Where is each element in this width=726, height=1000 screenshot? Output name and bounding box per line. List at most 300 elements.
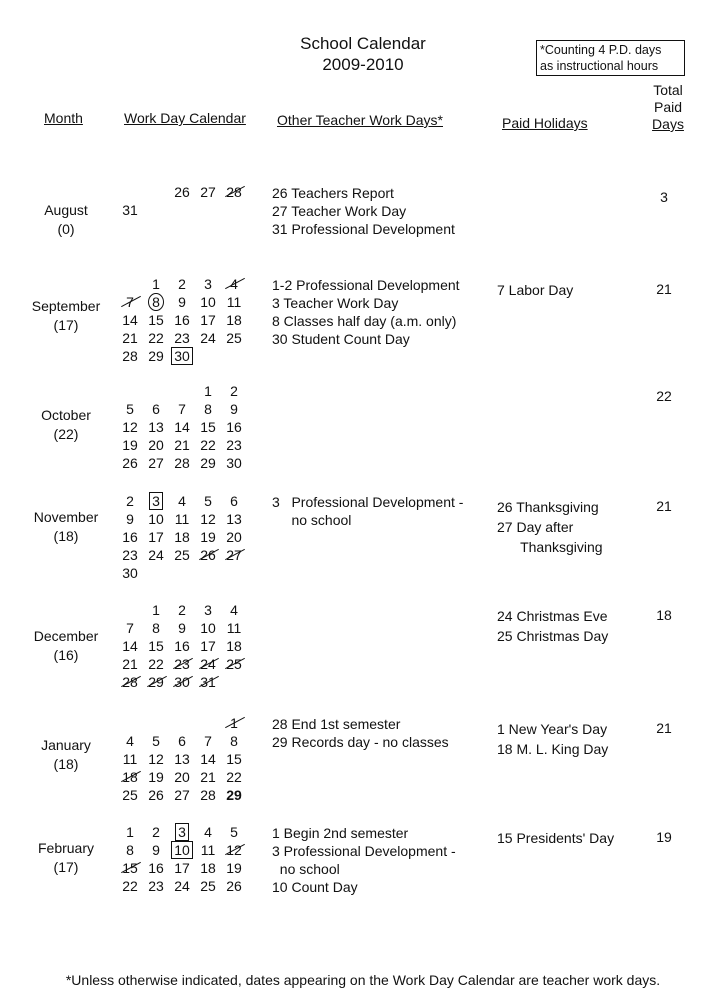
- total-paid-days: 21: [656, 720, 672, 736]
- calendar-day-number: 31: [122, 202, 138, 218]
- calendar-day-number: 27: [174, 787, 190, 803]
- calendar-day-number: 6: [230, 493, 238, 509]
- calendar-week: [118, 347, 258, 365]
- calendar-empty-cell: [144, 714, 168, 732]
- calendar-day: [222, 714, 246, 732]
- calendar-day: [118, 418, 142, 436]
- calendar-day-number: 16: [226, 419, 242, 435]
- calendar-week: [118, 768, 258, 786]
- calendar-day: [118, 293, 142, 311]
- calendar-week: [118, 655, 258, 673]
- calendar-week: [118, 546, 258, 564]
- calendar-day: [144, 859, 168, 877]
- calendar-day: [118, 750, 142, 768]
- calendar-day: [222, 492, 246, 510]
- calendar-day-number: 26: [148, 787, 164, 803]
- calendar-day: [118, 201, 142, 219]
- calendar-day: [118, 329, 142, 347]
- calendar-day-number: 17: [148, 529, 164, 545]
- calendar-day: [196, 877, 220, 895]
- calendar-day-number: 16: [174, 638, 190, 654]
- work-day-calendar-grid: [118, 823, 258, 895]
- month-label: [16, 201, 116, 239]
- calendar-day-number: 8: [204, 401, 212, 417]
- calendar-day-number: 5: [204, 493, 212, 509]
- calendar-day-number: 17: [200, 312, 216, 328]
- calendar-empty-cell: [144, 201, 168, 219]
- calendar-day: [170, 823, 194, 841]
- calendar-day: [170, 619, 194, 637]
- calendar-day-number: 2: [230, 383, 238, 399]
- month-label: [16, 839, 116, 877]
- calendar-day: [170, 418, 194, 436]
- calendar-day-number: 30: [122, 565, 138, 581]
- calendar-day: [170, 311, 194, 329]
- month-workday-count: (17): [53, 859, 79, 875]
- calendar-day-number: 13: [174, 751, 190, 767]
- calendar-day-number: 27: [226, 547, 242, 563]
- holiday-entry: 18 M. L. King Day: [497, 741, 609, 757]
- calendar-day-number: 2: [178, 276, 186, 292]
- calendar-day-number: 7: [178, 401, 186, 417]
- holiday-entry: 15 Presidents' Day: [497, 830, 615, 846]
- calendar-day-number: 10: [200, 620, 216, 636]
- calendar-day: [196, 601, 220, 619]
- calendar-week: [118, 454, 258, 472]
- calendar-day-number: 1: [204, 383, 212, 399]
- calendar-day: [222, 275, 246, 293]
- total-paid-days: 3: [660, 189, 668, 205]
- calendar-day: [144, 546, 168, 564]
- calendar-day: [144, 528, 168, 546]
- calendar-day: [196, 454, 220, 472]
- calendar-day-number: 14: [122, 312, 138, 328]
- calendar-day-number: 29: [148, 674, 164, 690]
- calendar-day-number: 22: [148, 330, 164, 346]
- calendar-week: [118, 492, 258, 510]
- calendar-day: [222, 418, 246, 436]
- calendar-day-number: 13: [226, 511, 242, 527]
- calendar-day-number: 20: [226, 529, 242, 545]
- calendar-day: [144, 329, 168, 347]
- calendar-day: [118, 768, 142, 786]
- footnote: *Unless otherwise indicated, dates appearing on the Work Day Calendar are teacher work days.: [65, 972, 661, 988]
- calendar-day: [170, 400, 194, 418]
- calendar-day-number: 30: [174, 674, 190, 690]
- calendar-day: [144, 510, 168, 528]
- calendar-week: [118, 382, 258, 400]
- calendar-day: [144, 619, 168, 637]
- calendar-day-number: 8: [152, 620, 160, 636]
- calendar-day: [196, 528, 220, 546]
- calendar-day: [196, 655, 220, 673]
- work-day-entry: 3 Professional Development -: [272, 494, 464, 510]
- calendar-day-number: 7: [126, 620, 134, 636]
- calendar-day: [222, 382, 246, 400]
- month-name: November: [33, 509, 99, 525]
- calendar-day-number: 1: [230, 715, 238, 731]
- calendar-day-number: 20: [174, 769, 190, 785]
- calendar-day: [196, 510, 220, 528]
- calendar-day: [222, 841, 246, 859]
- calendar-day: [170, 601, 194, 619]
- calendar-day-number: 18: [174, 529, 190, 545]
- calendar-day: [144, 841, 168, 859]
- calendar-day-number: 21: [200, 769, 216, 785]
- month-label: [16, 508, 116, 546]
- month-workday-count: (16): [53, 647, 79, 663]
- calendar-day: [222, 183, 246, 201]
- calendar-day: [144, 768, 168, 786]
- calendar-day: [222, 400, 246, 418]
- holiday-entry: 26 Thanksgiving: [497, 499, 599, 515]
- other-teacher-work-days: [272, 824, 456, 896]
- calendar-day: [222, 619, 246, 637]
- month-label: [16, 736, 116, 774]
- calendar-day-number: 19: [148, 769, 164, 785]
- calendar-day-number: 10: [148, 511, 164, 527]
- calendar-empty-cell: [118, 714, 142, 732]
- calendar-day: [144, 400, 168, 418]
- calendar-day-number: 18: [226, 312, 242, 328]
- calendar-day: [170, 329, 194, 347]
- calendar-day-number: 19: [200, 529, 216, 545]
- calendar-day: [170, 275, 194, 293]
- calendar-empty-cell: [144, 382, 168, 400]
- header-total-line-3: Days: [652, 116, 684, 132]
- calendar-empty-cell: [222, 347, 246, 365]
- instructional-hours-note: [536, 40, 685, 76]
- month-name: October: [41, 407, 91, 423]
- calendar-day-number: 25: [200, 878, 216, 894]
- calendar-day: [196, 859, 220, 877]
- calendar-day-number: 25: [122, 787, 138, 803]
- calendar-day: [118, 637, 142, 655]
- calendar-day: [222, 436, 246, 454]
- calendar-week: [118, 601, 258, 619]
- calendar-day: [144, 492, 168, 510]
- calendar-day: [170, 454, 194, 472]
- calendar-day: [222, 293, 246, 311]
- calendar-day-number: 3: [149, 492, 163, 510]
- paid-holidays: [497, 719, 608, 759]
- calendar-day-number: 15: [148, 638, 164, 654]
- total-paid-days: 19: [656, 829, 672, 845]
- calendar-day-number: 4: [178, 493, 186, 509]
- calendar-day: [196, 400, 220, 418]
- calendar-empty-cell: [222, 564, 246, 582]
- paid-holidays: [497, 828, 614, 848]
- calendar-empty-cell: [118, 601, 142, 619]
- calendar-day-number: 12: [200, 511, 216, 527]
- calendar-day-number: 1: [126, 824, 134, 840]
- calendar-week: [118, 293, 258, 311]
- calendar-day: [144, 786, 168, 804]
- calendar-day: [144, 601, 168, 619]
- calendar-day-number: 25: [174, 547, 190, 563]
- calendar-day-number: 12: [148, 751, 164, 767]
- calendar-day-number: 23: [148, 878, 164, 894]
- calendar-day: [196, 673, 220, 691]
- header-paid-holidays: Paid Holidays: [502, 115, 588, 131]
- calendar-day: [118, 400, 142, 418]
- paid-holidays: [497, 280, 573, 300]
- calendar-week: [118, 619, 258, 637]
- calendar-day-number: 28: [226, 184, 242, 200]
- month-name: December: [33, 628, 99, 644]
- work-day-entry: 26 Teachers Report: [272, 185, 394, 201]
- calendar-day-number: 13: [148, 419, 164, 435]
- calendar-day-number: 16: [122, 529, 138, 545]
- calendar-empty-cell: [170, 382, 194, 400]
- paid-holidays: [497, 497, 603, 557]
- calendar-day-number: 14: [174, 419, 190, 435]
- calendar-day: [222, 510, 246, 528]
- calendar-day: [222, 786, 246, 804]
- calendar-week: [118, 732, 258, 750]
- calendar-day-number: 25: [226, 656, 242, 672]
- calendar-day: [118, 347, 142, 365]
- calendar-day-number: 11: [200, 842, 216, 858]
- calendar-day: [118, 510, 142, 528]
- calendar-day-number: 3: [204, 602, 212, 618]
- calendar-day: [118, 732, 142, 750]
- work-day-entry: 3 Professional Development -: [272, 843, 456, 859]
- calendar-day: [196, 293, 220, 311]
- calendar-day-number: 14: [200, 751, 216, 767]
- work-day-calendar-grid: [118, 492, 258, 582]
- calendar-day-number: 2: [126, 493, 134, 509]
- calendar-day: [222, 454, 246, 472]
- calendar-day-number: 4: [126, 733, 134, 749]
- calendar-day-number: 18: [226, 638, 242, 654]
- calendar-day-number: 9: [230, 401, 238, 417]
- calendar-day-number: 4: [230, 602, 238, 618]
- calendar-day-number: 28: [200, 787, 216, 803]
- calendar-day: [170, 877, 194, 895]
- calendar-day: [144, 655, 168, 673]
- calendar-day-number: 14: [122, 638, 138, 654]
- calendar-week: [118, 400, 258, 418]
- calendar-day: [118, 564, 142, 582]
- calendar-day: [144, 293, 168, 311]
- calendar-day: [170, 293, 194, 311]
- calendar-day: [118, 673, 142, 691]
- calendar-day-number: 29: [226, 787, 242, 803]
- title-line-1: School Calendar: [300, 34, 426, 53]
- calendar-day-number: 6: [178, 733, 186, 749]
- calendar-day: [170, 347, 194, 365]
- header-month: Month: [44, 110, 83, 126]
- calendar-week: [118, 673, 258, 691]
- work-day-entry: 8 Classes half day (a.m. only): [272, 313, 457, 329]
- calendar-day-number: 17: [174, 860, 190, 876]
- note-line-2: as instructional hours: [540, 59, 659, 73]
- calendar-day-number: 7: [204, 733, 212, 749]
- title-line-2: 2009-2010: [322, 55, 404, 74]
- total-paid-days: 21: [656, 281, 672, 297]
- calendar-day: [144, 732, 168, 750]
- calendar-week: [118, 329, 258, 347]
- calendar-day-number: 24: [200, 330, 216, 346]
- work-day-entry: 1 Begin 2nd semester: [272, 825, 409, 841]
- calendar-day-number: 15: [148, 312, 164, 328]
- calendar-day: [118, 454, 142, 472]
- calendar-day-number: 1: [152, 276, 160, 292]
- calendar-day: [222, 329, 246, 347]
- calendar-week: [118, 510, 258, 528]
- calendar-week: [118, 201, 258, 219]
- calendar-week: [118, 275, 258, 293]
- calendar-day-number: 5: [126, 401, 134, 417]
- calendar-day-number: 3: [204, 276, 212, 292]
- calendar-week: [118, 859, 258, 877]
- calendar-day-number: 26: [226, 878, 242, 894]
- calendar-day-number: 5: [230, 824, 238, 840]
- calendar-day-number: 12: [122, 419, 138, 435]
- calendar-day-number: 21: [174, 437, 190, 453]
- calendar-week: [118, 714, 258, 732]
- calendar-day: [118, 841, 142, 859]
- calendar-day: [222, 311, 246, 329]
- calendar-day: [196, 436, 220, 454]
- work-day-entry: 10 Count Day: [272, 879, 358, 895]
- work-day-calendar-grid: [118, 714, 258, 804]
- calendar-week: [118, 564, 258, 582]
- holiday-entry: 1 New Year's Day: [497, 721, 608, 737]
- calendar-day: [222, 877, 246, 895]
- work-day-entry: 1-2 Professional Development: [272, 277, 460, 293]
- calendar-day: [222, 601, 246, 619]
- calendar-day: [144, 311, 168, 329]
- calendar-day: [118, 877, 142, 895]
- calendar-day: [222, 546, 246, 564]
- work-day-entry: no school: [272, 512, 352, 528]
- calendar-day: [170, 546, 194, 564]
- calendar-week: [118, 528, 258, 546]
- header-work-day-calendar: Work Day Calendar: [124, 110, 246, 126]
- calendar-empty-cell: [222, 673, 246, 691]
- work-day-entry: no school: [272, 861, 340, 877]
- header-total-line-1: Total: [653, 82, 683, 98]
- calendar-day-number: 23: [226, 437, 242, 453]
- calendar-day-number: 21: [122, 330, 138, 346]
- calendar-day-number: 6: [152, 401, 160, 417]
- calendar-day-number: 9: [152, 842, 160, 858]
- calendar-day: [170, 183, 194, 201]
- month-workday-count: (18): [53, 756, 79, 772]
- calendar-day: [170, 673, 194, 691]
- calendar-day-number: 30: [226, 455, 242, 471]
- calendar-empty-cell: [144, 183, 168, 201]
- calendar-day-number: 30: [171, 347, 193, 365]
- month-workday-count: (18): [53, 528, 79, 544]
- calendar-day-number: 16: [148, 860, 164, 876]
- calendar-day: [144, 637, 168, 655]
- calendar-day-number: 9: [178, 620, 186, 636]
- calendar-empty-cell: [196, 714, 220, 732]
- calendar-day: [196, 841, 220, 859]
- calendar-day: [222, 750, 246, 768]
- calendar-day: [196, 750, 220, 768]
- calendar-day: [118, 546, 142, 564]
- calendar-day-number: 31: [200, 674, 216, 690]
- calendar-week: [118, 823, 258, 841]
- total-paid-days: 22: [656, 388, 672, 404]
- calendar-day-number: 24: [174, 878, 190, 894]
- work-day-entry: 28 End 1st semester: [272, 716, 401, 732]
- calendar-day: [170, 859, 194, 877]
- header-other-teacher-work-days: Other Teacher Work Days*: [277, 112, 443, 128]
- calendar-day-number: 18: [122, 769, 138, 785]
- calendar-day: [196, 492, 220, 510]
- calendar-empty-cell: [196, 347, 220, 365]
- calendar-empty-cell: [118, 382, 142, 400]
- calendar-day-number: 24: [200, 656, 216, 672]
- calendar-day: [196, 275, 220, 293]
- calendar-week: [118, 183, 258, 201]
- calendar-week: [118, 841, 258, 859]
- calendar-day: [196, 823, 220, 841]
- calendar-day: [170, 510, 194, 528]
- calendar-day-number: 11: [226, 294, 242, 310]
- holiday-entry: 25 Christmas Day: [497, 628, 609, 644]
- holiday-entry: Thanksgiving: [497, 539, 603, 555]
- calendar-week: [118, 786, 258, 804]
- calendar-empty-cell: [144, 564, 168, 582]
- calendar-empty-cell: [196, 201, 220, 219]
- calendar-day-number: 23: [122, 547, 138, 563]
- calendar-day-number: 2: [178, 602, 186, 618]
- work-day-calendar-grid: [118, 183, 258, 219]
- calendar-day-number: 4: [230, 276, 238, 292]
- other-teacher-work-days: [272, 715, 449, 751]
- calendar-week: [118, 418, 258, 436]
- calendar-day: [196, 637, 220, 655]
- calendar-day: [196, 786, 220, 804]
- calendar-day: [118, 311, 142, 329]
- calendar-day: [118, 528, 142, 546]
- other-teacher-work-days: [272, 493, 463, 529]
- calendar-day: [118, 786, 142, 804]
- total-paid-days: 18: [656, 607, 672, 623]
- holiday-entry: 7 Labor Day: [497, 282, 574, 298]
- calendar-day-number: 26: [200, 547, 216, 563]
- calendar-day: [222, 732, 246, 750]
- calendar-day: [196, 619, 220, 637]
- work-day-entry: 30 Student Count Day: [272, 331, 410, 347]
- calendar-day-number: 24: [148, 547, 164, 563]
- calendar-day-number: 2: [152, 824, 160, 840]
- calendar-day-number: 18: [200, 860, 216, 876]
- calendar-day: [196, 311, 220, 329]
- calendar-day: [170, 768, 194, 786]
- calendar-day: [118, 619, 142, 637]
- note-line-1: *Counting 4 P.D. days: [540, 43, 662, 57]
- calendar-day: [196, 768, 220, 786]
- calendar-day-number: 11: [122, 751, 138, 767]
- calendar-day-number: 28: [122, 674, 138, 690]
- calendar-day-number: 28: [174, 455, 190, 471]
- calendar-day: [170, 436, 194, 454]
- calendar-day: [222, 655, 246, 673]
- other-teacher-work-days: [272, 184, 455, 238]
- work-day-calendar-grid: [118, 601, 258, 691]
- calendar-day-number: 9: [178, 294, 186, 310]
- calendar-day: [170, 750, 194, 768]
- calendar-day-number: 10: [200, 294, 216, 310]
- calendar-day-number: 22: [148, 656, 164, 672]
